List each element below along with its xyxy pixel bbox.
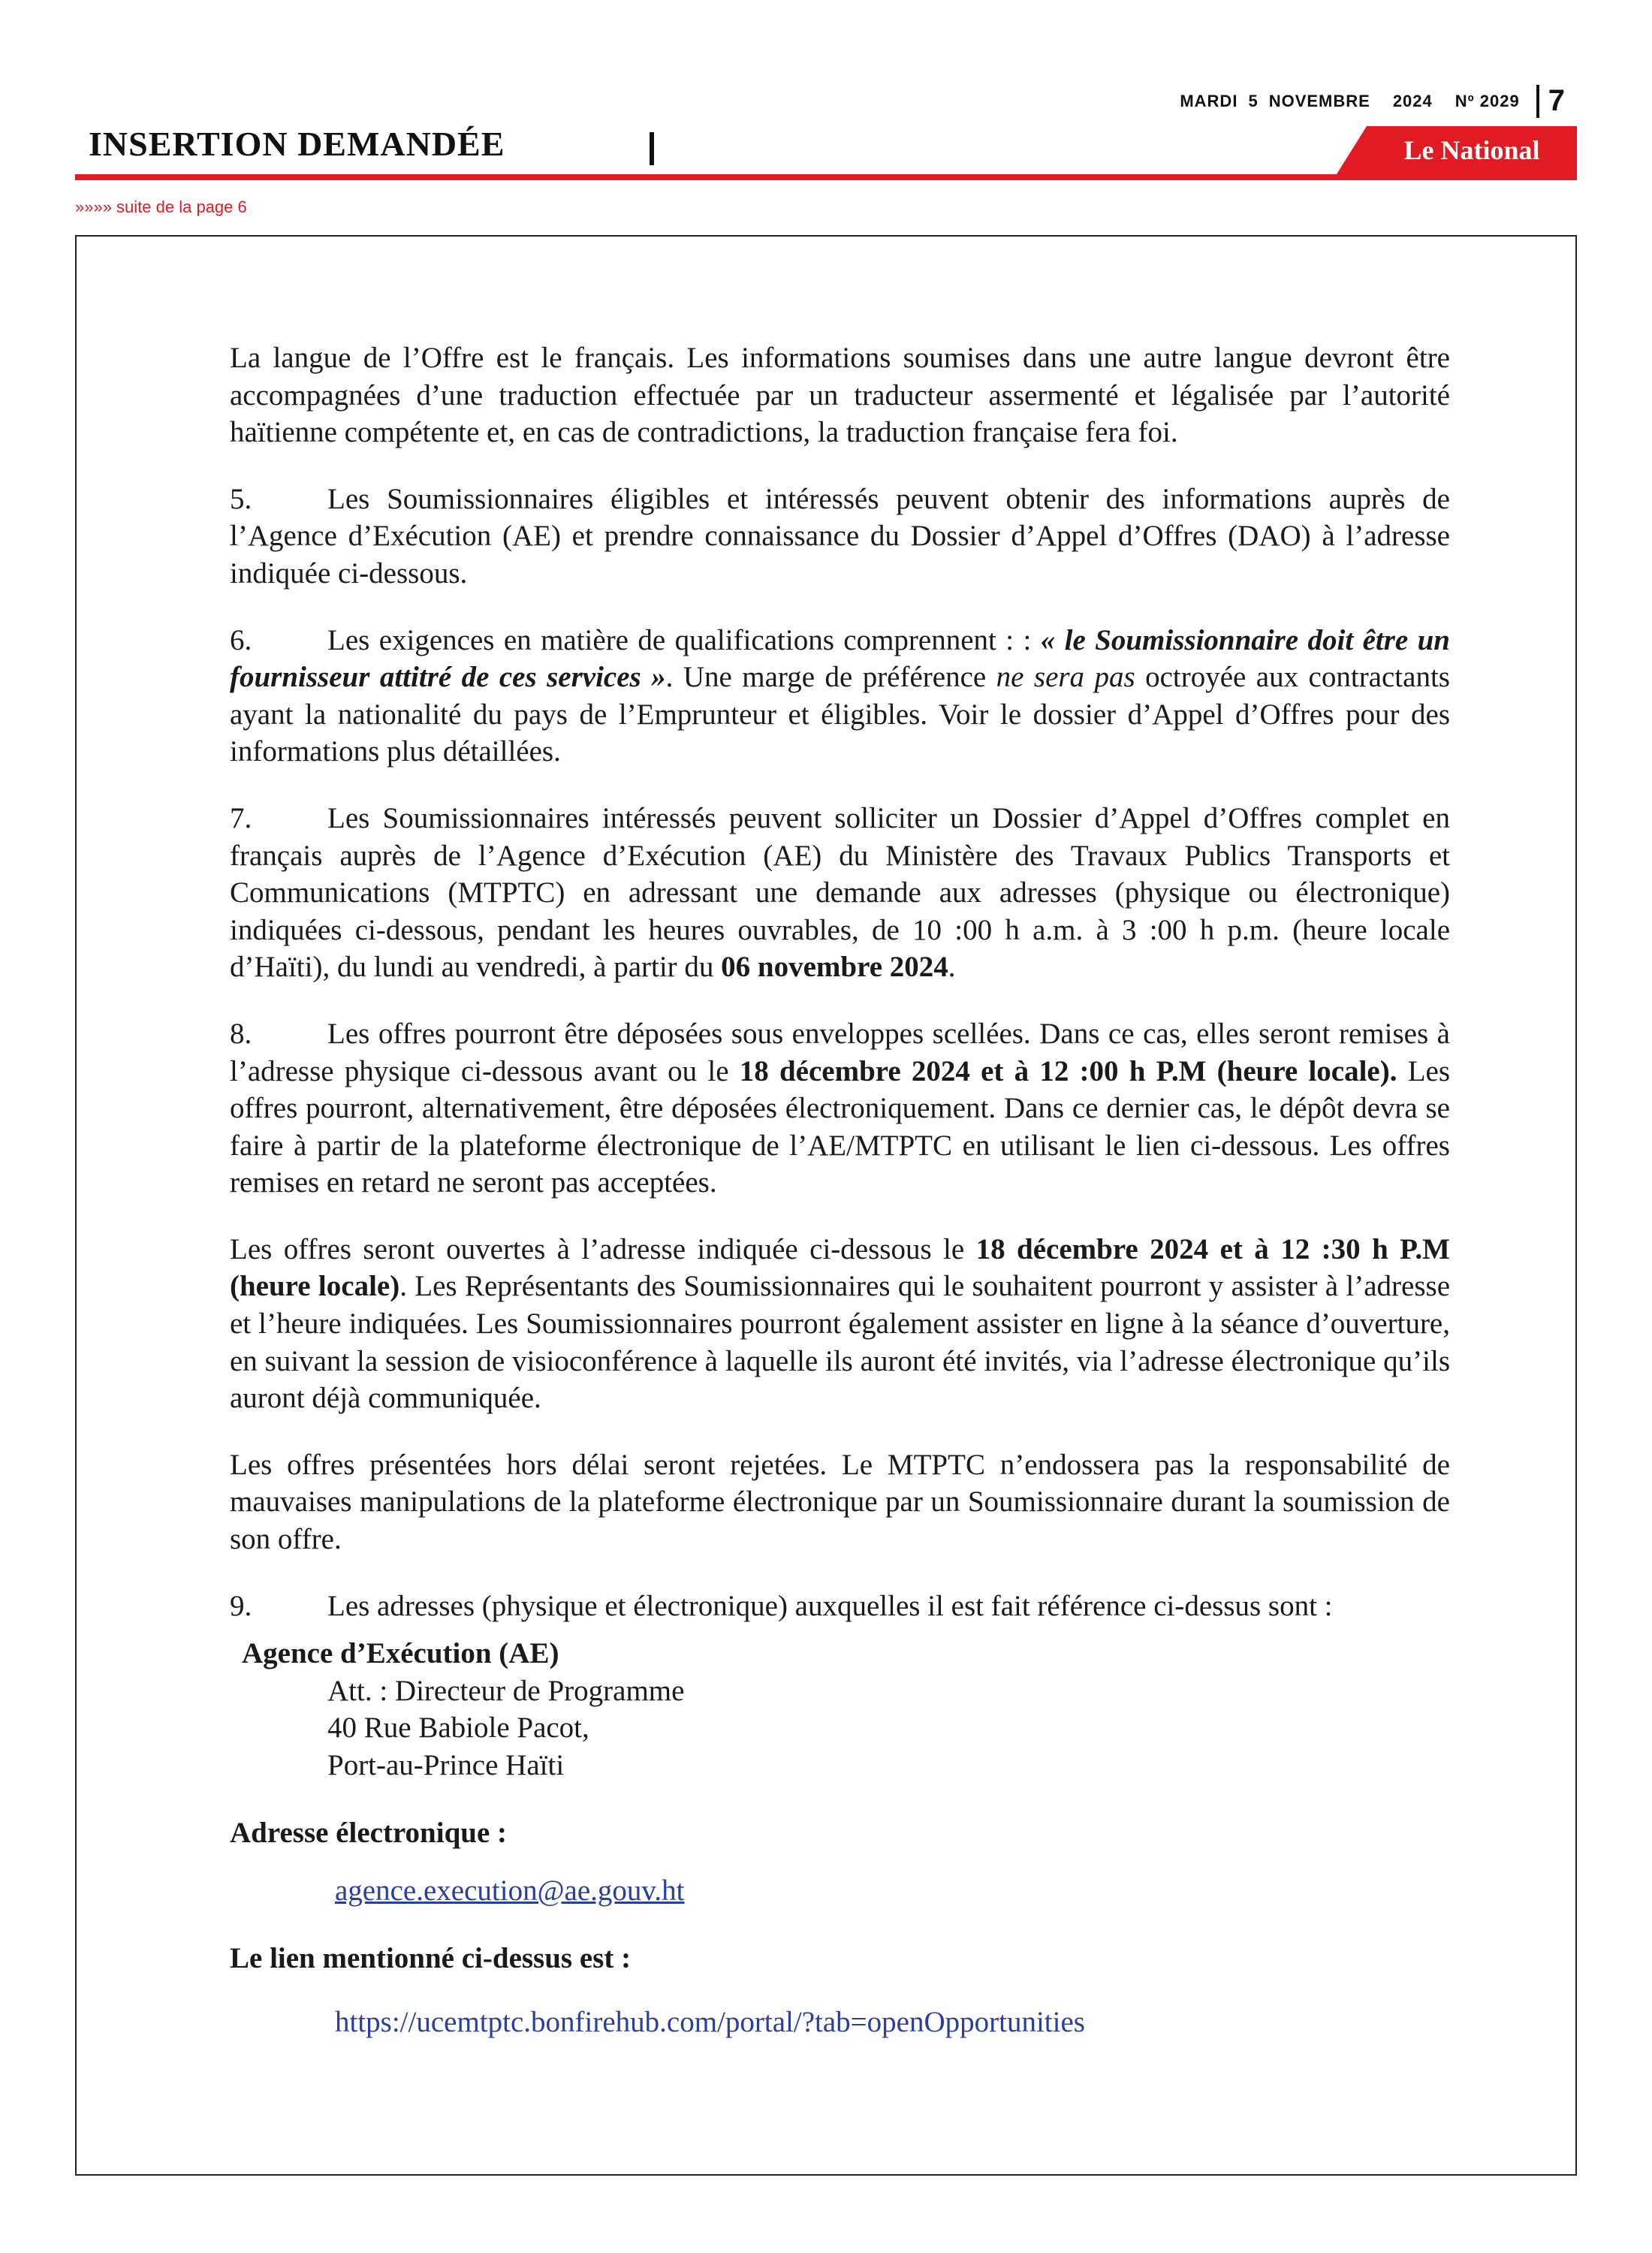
paragraph-number: 5. bbox=[230, 482, 252, 515]
brand-name: Le National bbox=[1403, 135, 1540, 165]
paragraph-late-offers-text: Les offres présentées hors délai seront rejetées. Le MTPTC n’endossera pas la responsabilité de mauvaises manipulations de la plateforme électronique par un Soumissionnaire durant la soumission de son offre. bbox=[230, 1448, 1450, 1556]
paragraph-language-text: La langue de l’Offre est le français. Les informations soumises dans une autre langue devront être accompagnées d’une traduction effectuée par un traducteur assermenté et légalisée par l’autorité haïtienne compétente et, en cas de contradictions, la traduction française fera foi. bbox=[230, 342, 1450, 449]
issue-number: Nº 2029 bbox=[1455, 91, 1520, 110]
paragraph-7-date: 06 novembre 2024 bbox=[721, 951, 948, 984]
issue-day: MARDI bbox=[1180, 91, 1238, 110]
paragraph-9-text: Les adresses (physique et électronique) auxquelles il est fait référence ci-dessus sont : bbox=[327, 1589, 1333, 1622]
issue-month: NOVEMBRE bbox=[1268, 91, 1370, 110]
agency-name: Agence d’Exécution (AE) bbox=[242, 1637, 559, 1670]
paragraph-7-text: . bbox=[948, 951, 956, 984]
paragraph-number: 7. bbox=[230, 801, 252, 834]
paragraph-number: 8. bbox=[230, 1017, 252, 1050]
paragraph-6-text: Les exigences en matière de qualifications comprennent : : bbox=[327, 623, 1041, 656]
paragraph-opening bbox=[230, 1231, 1450, 1417]
paragraph-6-text: octroyée aux contractants ayant la nationalité du pays de l’Emprunteur et éligibles. Voir le dossier d’Appel d’Offres pour des informations plus détaillées. bbox=[230, 661, 1450, 768]
notice-content bbox=[230, 339, 1450, 2041]
issue-year: 2024 bbox=[1392, 91, 1433, 110]
rubric-divider bbox=[650, 132, 654, 165]
issue-date-num: 5 bbox=[1248, 91, 1259, 110]
agency-attention: Att. : Directeur de Programme bbox=[327, 1674, 685, 1707]
continuation-note: »»»» suite de la page 6 bbox=[75, 198, 247, 216]
paragraph-5-text: Les Soumissionnaires éligibles et intéressés peuvent obtenir des informations auprès de l’Agence d’Exécution (AE) et prendre connaissance du Dossier d’Appel d’Offres (DAO) à l’adresse indiquée ci-dessous. bbox=[230, 482, 1450, 590]
paragraph-late-offers bbox=[230, 1446, 1450, 1558]
paragraph-8-text: Les offres pourront être déposées sous enveloppes scellées. Dans ce cas, elles seront remises à l’adresse physique ci-dessous avant ou le bbox=[230, 1017, 1450, 1087]
link-label: Le lien mentionné ci-dessus est : bbox=[230, 1941, 632, 1974]
paragraph-8-deadline: 18 décembre 2024 et à 12 :00 h P.M (heure locale). bbox=[739, 1054, 1397, 1087]
rubric-title: INSERTION DEMANDÉE bbox=[89, 125, 505, 163]
paragraph-6-emphasis: « le Soumissionnaire doit être un fournisseur attitré de ces services » bbox=[230, 623, 1450, 694]
issue-meta bbox=[1180, 84, 1566, 118]
paragraph-7 bbox=[230, 800, 1450, 986]
page-number: 7 bbox=[1548, 84, 1566, 117]
paragraph-6-text: . Une marge de préférence bbox=[665, 661, 996, 694]
paragraph-9 bbox=[230, 1588, 1450, 1625]
email-link[interactable]: agence.execution@ae.gouv.ht bbox=[335, 1874, 685, 1908]
paragraph-opening-text: Les offres seront ouvertes à l’adresse indiquée ci-dessous le bbox=[230, 1232, 976, 1265]
header-rule bbox=[75, 174, 1577, 180]
header-divider bbox=[1536, 85, 1539, 118]
paragraph-7-text: Les Soumissionnaires intéressés peuvent solliciter un Dossier d’Appel d’Offres complet en français auprès de l’Agence d’Exécution (AE) du Ministère des Travaux Publics Transports et Communications (MTPTC) en adressant une demande aux adresses (physique ou électronique) indiquées ci-dessous, pendant les heures ouvrables, de 10 :00 h a.m. à 3 :00 h p.m. (heure locale d’Haïti), du lundi au vendredi, à partir du bbox=[230, 801, 1450, 984]
paragraph-6 bbox=[230, 622, 1450, 771]
portal-link[interactable]: https://ucemtptc.bonfirehub.com/portal/?tab=openOpportunities bbox=[335, 2006, 1085, 2039]
paragraph-8-text: Les offres pourront, alternativement, être déposées électroniquement. Dans ce dernier cas, le dépôt devra se faire à partir de la plateforme électronique de l’AE/MTPTC en utilisant le lien ci-dessous. Les offres remises en retard ne seront pas acceptées. bbox=[230, 1054, 1451, 1199]
email-label: Adresse électronique : bbox=[230, 1816, 507, 1849]
paragraph-number: 6. bbox=[230, 623, 252, 656]
paragraph-6-italic: ne sera pas bbox=[996, 661, 1135, 694]
paragraph-language bbox=[230, 339, 1450, 451]
agency-city: Port-au-Prince Haïti bbox=[327, 1749, 565, 1781]
agency-street: 40 Rue Babiole Pacot, bbox=[327, 1712, 589, 1745]
paragraph-5 bbox=[230, 481, 1450, 593]
agency-address bbox=[230, 1635, 1450, 1784]
paragraph-opening-date: 18 décembre 2024 et à 12 :30 h P.M (heure locale) bbox=[230, 1232, 1450, 1303]
paragraph-8 bbox=[230, 1015, 1450, 1202]
paragraph-opening-text: . Les Représentants des Soumissionnaires qui le souhaitent pourront y assister à l’adresse et l’heure indiquées. Les Soumissionnaires pourront également assister en ligne à la séance d’ouverture, en suivant la session de visioconférence à laquelle ils auront été invités, via l’adresse électronique qu’ils auront déjà communiquée. bbox=[230, 1270, 1451, 1415]
paragraph-number: 9. bbox=[230, 1589, 252, 1622]
